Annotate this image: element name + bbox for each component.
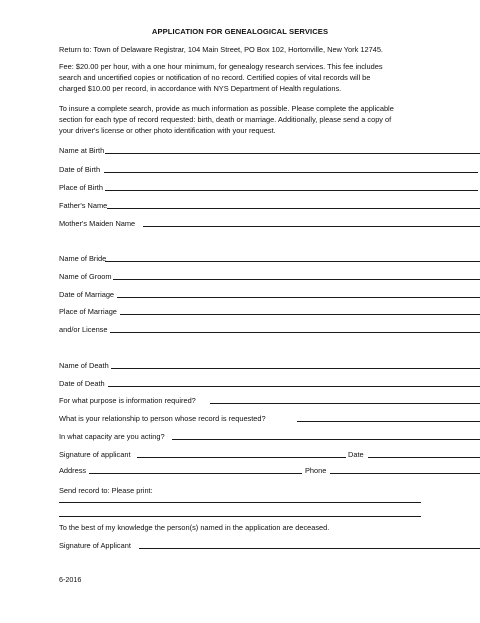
form-title: APPLICATION FOR GENEALOGICAL SERVICES xyxy=(151,27,329,36)
field-label: Place of Marriage xyxy=(59,307,117,316)
mothers-maiden-name-line[interactable] xyxy=(143,218,480,227)
place-of-marriage-line[interactable] xyxy=(120,306,480,315)
date-line[interactable] xyxy=(368,449,480,458)
capacity-line[interactable] xyxy=(172,431,480,440)
fee-line: search and uncertified copies or notification of no record. Certified copies of vital records will be xyxy=(59,73,371,82)
name-of-bride-line[interactable] xyxy=(105,253,480,262)
field-label: and/or License xyxy=(59,325,108,334)
phone-label: Phone xyxy=(305,466,327,475)
field-label: Mother's Maiden Name xyxy=(59,219,136,228)
field-label: For what purpose is information required? xyxy=(59,396,196,405)
relationship-line[interactable] xyxy=(297,413,480,422)
field-label: Date of Birth xyxy=(59,165,101,174)
field-label: Signature of applicant xyxy=(59,450,131,459)
field-label: Send record to: Please print: xyxy=(59,486,153,495)
field-label: Name at Birth xyxy=(59,146,105,155)
instruction-line: section for each type of record requested: birth, death or marriage. Additionally, please send a copy of xyxy=(59,115,392,124)
return-address: Return to: Town of Delaware Registrar, 104 Main Street, PO Box 102, Hortonville, New York 12745. xyxy=(59,45,383,54)
fee-paragraph xyxy=(59,61,431,94)
send-record-line-1 xyxy=(59,494,425,505)
field-label: Name of Death xyxy=(59,361,109,370)
date-of-birth-line[interactable] xyxy=(104,164,478,173)
purpose-line[interactable] xyxy=(210,395,480,404)
name-at-birth-line[interactable] xyxy=(105,145,480,154)
fee-line: charged $10.00 per record, in accordance with NYS Department of Health regulations. xyxy=(59,84,342,93)
field-label: Date of Marriage xyxy=(59,290,115,299)
field-label: In what capacity are you acting? xyxy=(59,432,165,441)
fee-line: Fee: $20.00 per hour, with a one hour minimum, for genealogy research services. This fee includes xyxy=(59,62,383,71)
field-label: Address xyxy=(59,466,87,475)
license-line[interactable] xyxy=(110,324,480,333)
instructions-paragraph xyxy=(59,103,431,136)
field-label: Place of Birth xyxy=(59,183,103,192)
phone-line[interactable] xyxy=(330,465,480,474)
signature-line[interactable] xyxy=(137,449,346,458)
send-record-line-2 xyxy=(59,508,425,519)
send-record-input-line[interactable] xyxy=(59,508,421,517)
name-of-death-line[interactable] xyxy=(111,360,480,369)
name-of-groom-line[interactable] xyxy=(113,271,480,280)
signature-applicant-line[interactable] xyxy=(139,540,480,549)
date-of-marriage-line[interactable] xyxy=(117,289,480,298)
field-label: Name of Groom xyxy=(59,272,112,281)
place-of-birth-line[interactable] xyxy=(105,182,478,191)
fathers-name-line[interactable] xyxy=(107,200,480,209)
instruction-line: To insure a complete search, provide as much information as possible. Please complete the applicable xyxy=(59,104,394,113)
address-line[interactable] xyxy=(89,465,302,474)
field-label: Signature of Applicant xyxy=(59,541,131,550)
field-label: Name of Bride xyxy=(59,254,107,263)
date-label: Date xyxy=(348,450,364,459)
declaration-text: To the best of my knowledge the person(s) named in the application are deceased. xyxy=(59,523,330,532)
field-label: Date of Death xyxy=(59,379,105,388)
send-record-input-line[interactable] xyxy=(59,494,421,503)
field-label: What is your relationship to person whose record is requested? xyxy=(59,414,266,423)
field-label: Father's Name xyxy=(59,201,108,210)
date-of-death-line[interactable] xyxy=(108,378,480,387)
instruction-line: your driver's license or other photo identification with your request. xyxy=(59,126,276,135)
form-version: 6-2016 xyxy=(59,575,82,584)
